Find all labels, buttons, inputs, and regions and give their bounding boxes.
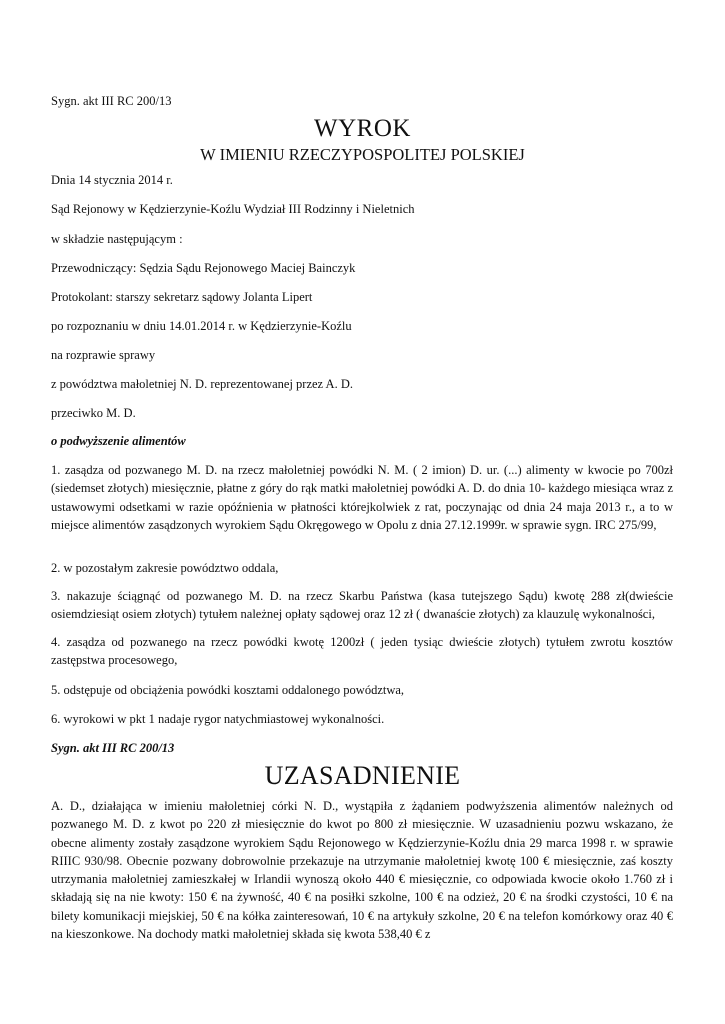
plaintiff-info: z powództwa małoletniej N. D. reprezentowanej przez A. D. xyxy=(51,377,353,391)
justification-title: UZASADNIENIE xyxy=(264,761,461,790)
ruling-item-3: 3. nakazuje ściągnąć od pozwanego M. D. na rzecz Skarbu Państwa (kasa tutejszego Sądu) kwotę 288 zł(dwieście osiemdziesiąt osiem złotych) tytułem należnej opłaty sądowej oraz 12 zł ( dwanaście złotych) za klauzulę wykonalności, xyxy=(51,589,673,622)
ruling-item-4: 4. zasądza od pozwanego na rzecz powódki kwotę 1200zł ( jeden tysiąc dwieście złotych) tytułem zwrotu kosztów zastępstwa procesowego, xyxy=(51,635,673,668)
justification-paragraph: A. D., działająca w imieniu małoletniej córki N. D., wystąpiła z żądaniem podwyższenia alimentów należnych od pozwanego M. D. z kwot po 220 zł miesięcznie do kwot po 800 zł miesięcznie. W uzasadnieniu pozwu wskazano, że obecne alimenty zostały zasądzone wyrokiem Sądu Rejonowego w Kędzierzynie-Koźlu dnia 29 marca 1998 r. w sprawie RIIIC 930/98. Obecnie pozwany dobrowolnie przekazuje na utrzymanie małoletniej kwotę 100 € miesięcznie, zaś koszty utrzymania małoletniej zamieszkałej w Irlandii wynoszą około 440 € miesięcznie, co odpowiada kwocie około 1.760 zł i składają się na nie kwoty: 150 € na żywność, 40 € na posiłki szkolne, 100 € na odzież, 20 € na środki czystości, 10 € na bilety komunikacji miejskiej, 50 € na kółka zainteresowań, 10 € na artykuły szkolne, 20 € na telefon komórkowy oraz 40 € na kieszonkowe. Na dochody matki małoletniej składa się kwota 538,40 € z xyxy=(51,799,673,942)
ruling-item-2: 2. w pozostałym zakresie powództwo oddala, xyxy=(51,561,279,575)
court-clerk: Protokolant: starszy sekretarz sądowy Jolanta Lipert xyxy=(51,290,313,304)
defendant-info: przeciwko M. D. xyxy=(51,406,136,420)
judgment-subtitle: W IMIENIU RZECZYPOSPOLITEJ POLSKIEJ xyxy=(200,145,525,164)
justification-signature: Sygn. akt III RC 200/13 xyxy=(51,741,175,755)
presiding-judge: Przewodniczący: Sędzia Sądu Rejonowego Maciej Bainczyk xyxy=(51,261,356,275)
judgment-title: WYROK xyxy=(314,115,411,142)
session-info: na rozprawie sprawy xyxy=(51,348,156,362)
hearing-info: po rozpoznaniu w dniu 14.01.2014 r. w Kędzierzynie-Koźlu xyxy=(51,319,352,333)
case-subject: o podwyższenie alimentów xyxy=(51,434,186,448)
case-signature: Sygn. akt III RC 200/13 xyxy=(51,94,172,108)
ruling-item-6: 6. wyrokowi w pkt 1 nadaje rygor natychmiastowej wykonalności. xyxy=(51,712,385,726)
judgment-date: Dnia 14 stycznia 2014 r. xyxy=(51,173,173,187)
court-composition: w składzie następującym : xyxy=(51,232,183,246)
court-name: Sąd Rejonowy w Kędzierzynie-Koźlu Wydział III Rodzinny i Nieletnich xyxy=(51,202,415,216)
ruling-item-5: 5. odstępuje od obciążenia powódki kosztami oddalonego powództwa, xyxy=(51,683,405,697)
ruling-item-1: 1. zasądza od pozwanego M. D. na rzecz małoletniej powódki N. M. ( 2 imion) D. ur. (...) alimenty w kwocie po 700zł (siedemset złotych) miesięcznie, płatne z góry do rąk matki małoletniej powódki A. D. do dnia 10- każdego miesiąca wraz z ustawowymi odsetkami w razie opóźnienia w płatności którejkolwiek z rat, poczynając od dnia 24 maja 2013 r., a to w miejsce alimentów zasądzonych wyrokiem Sądu Okręgowego w Opolu z dnia 27.12.1999r. w sprawie sygn. IRC 275/99, xyxy=(51,463,673,532)
